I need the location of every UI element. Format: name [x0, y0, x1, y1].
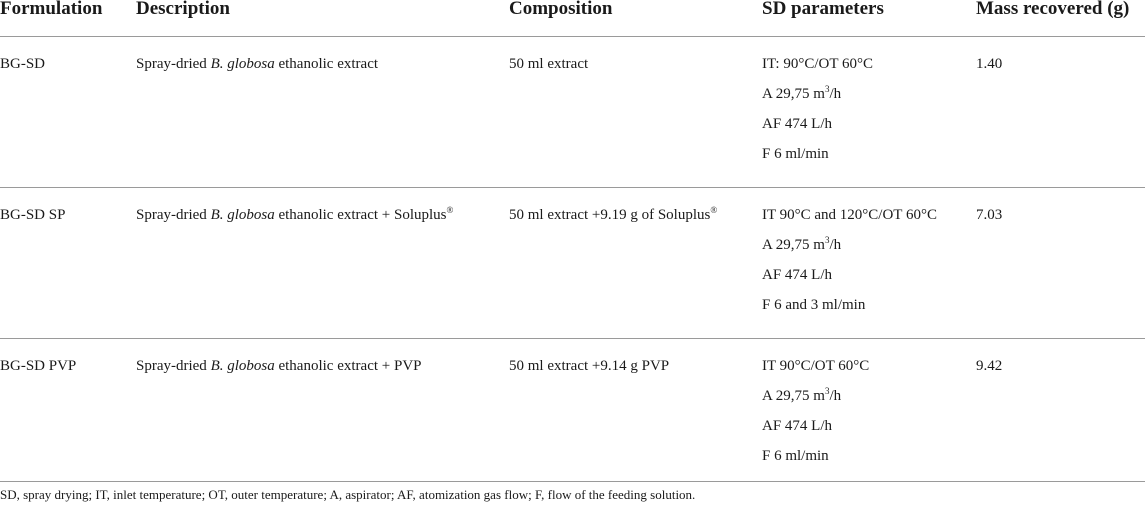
header-sd-parameters: SD parameters	[762, 0, 884, 19]
sd-line: AF 474 L/h	[762, 418, 833, 434]
header-formulation: Formulation	[0, 0, 103, 19]
sd-line: AF 474 L/h	[762, 267, 833, 283]
sd-line: F 6 ml/min	[762, 146, 829, 162]
cell-description: Spray-dried B. globosa ethanolic extract + PVP	[136, 358, 422, 374]
cell-mass-recovered: 1.40	[976, 56, 1003, 72]
sd-line: IT: 90°C/OT 60°C	[762, 56, 873, 72]
cell-composition: 50 ml extract +9.19 g of Soluplus®	[509, 205, 718, 223]
cell-formulation: BG-SD PVP	[0, 358, 77, 374]
sd-line: F 6 ml/min	[762, 448, 829, 464]
table-header	[0, 0, 1145, 37]
cell-sd-parameters	[762, 205, 937, 325]
cell-description: Spray-dried B. globosa ethanolic extract	[136, 56, 379, 72]
header-description: Description	[136, 0, 230, 19]
cell-mass-recovered: 9.42	[976, 358, 1003, 374]
header-composition: Composition	[509, 0, 613, 19]
sd-line: A 29,75 $m^3/h$	[762, 235, 842, 253]
cell-mass-recovered: 7.03	[976, 207, 1003, 223]
sd-line: F 6 and 3 ml/min	[762, 297, 866, 313]
cell-description: Spray-dried B. globosa ethanolic extract + Soluplus®	[136, 205, 454, 223]
table-footnote: SD, spray drying; IT, inlet temperature; OT, outer temperature; A, aspirator; AF, atomization gas flow; F, flow of the feeding solution.	[0, 487, 696, 502]
cell-composition: 50 ml extract	[509, 56, 589, 72]
sd-line: A 29,75 $m^3/h$	[762, 84, 842, 102]
cell-formulation: BG-SD	[0, 56, 46, 72]
header-mass-recovered: Mass recovered (g)	[976, 0, 1130, 19]
sd-line: A 29,75 $m^3/h$	[762, 386, 842, 404]
cell-composition: 50 ml extract +9.14 g PVP	[509, 358, 670, 374]
sd-line: IT 90°C and 120°C/OT 60°C	[762, 207, 937, 223]
sd-line: AF 474 L/h	[762, 116, 833, 132]
sd-line: IT 90°C/OT 60°C	[762, 358, 870, 374]
table-row	[0, 37, 1145, 188]
table-row	[0, 339, 1145, 482]
cell-sd-parameters	[762, 54, 873, 174]
cell-formulation: BG-SD SP	[0, 207, 66, 223]
table-row	[0, 188, 1145, 339]
cell-sd-parameters	[762, 356, 869, 476]
